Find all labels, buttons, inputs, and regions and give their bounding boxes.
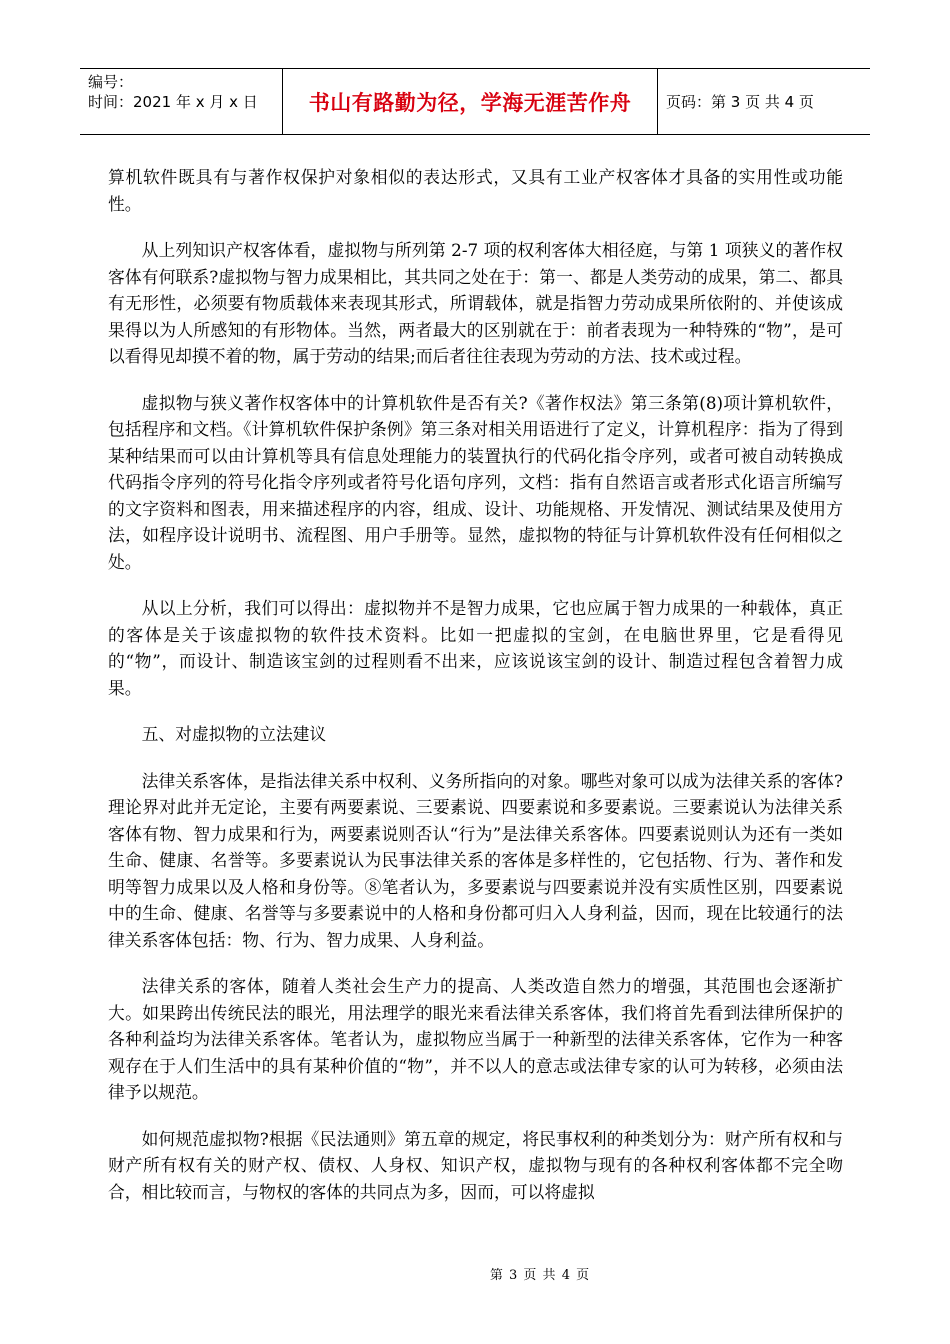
header-motto: 书山有路勤为径，学海无涯苦作舟	[282, 69, 658, 134]
paragraph: 法律关系的客体，随着人类社会生产力的提高、人类改造自然力的增强，其范围也会逐渐扩大。如果跨出传统民法的眼光，用法理学的眼光来看法律关系客体，我们将首先看到法律所保护的各种利益均为法律关系客体。笔者认为，虚拟物应当属于一种新型的法律关系客体，它作为一种客观存在于人们生活中的具有某种价值的“物”，并不以人的意志或法律专家的认可为转移，必须由法律予以规范。	[108, 976, 843, 1102]
page-footer	[0, 1264, 950, 1283]
paragraph: 从上列知识产权客体看，虚拟物与所列第 2-7 项的权利客体大相径庭，与第 1 项狭义的著作权客体有何联系?虚拟物与智力成果相比，其共同之处在于：第一、都是人类劳动的成果，第二、都具有无形性，必须要有物质载体来表现其形式，所谓载体，就是指智力劳动成果所依附的、并使该成果得以为人所感知的有形物体。当然，两者最大的区别就在于：前者表现为一种特殊的“物”，是可以看得见却摸不着的物，属于劳动的结果;而后者往往表现为劳动的方法、技术或过程。	[108, 240, 843, 366]
footer-page-number: 第 3 页 共 4 页	[489, 1268, 591, 1283]
document-body	[108, 164, 843, 1225]
paragraph: 从以上分析，我们可以得出：虚拟物并不是智力成果，它也应属于智力成果的一种载体，真正的客体是关于该虚拟物的软件技术资料。比如一把虚拟的宝剑，在电脑世界里，它是看得见的“物”，而设计、制造该宝剑的过程则看不出来，应该说该宝剑的设计、制造过程包含着智力成果。	[108, 598, 843, 698]
document-header	[80, 68, 870, 135]
header-meta	[80, 69, 282, 134]
paragraph: 如何规范虚拟物?根据《民法通则》第五章的规定，将民事权利的种类划分为：财产所有权和与财产所有权有关的财产权、债权、人身权、知识产权，虚拟物与现有的各种权利客体都不完全吻合，相比较而言，与物权的客体的共同点为多，因而，可以将虚拟	[108, 1128, 843, 1202]
section-heading: 五、对虚拟物的立法建议	[141, 724, 327, 744]
header-number: 编号：	[88, 73, 134, 91]
paragraph-continuation: 算机软件既具有与著作权保护对象相似的表达形式，又具有工业产权客体才具备的实用性或功能性。	[108, 167, 843, 214]
header-page-number: 页码：第 3 页 共 4 页	[666, 93, 814, 111]
paragraph: 法律关系客体，是指法律关系中权利、义务所指向的对象。哪些对象可以成为法律关系的客体?理论界对此并无定论，主要有两要素说、三要素说、四要素说和多要素说。三要素说认为法律关系客体有物、智力成果和行为，两要素说则否认“行为”是法律关系客体。四要素说则认为还有一类如生命、健康、名誉等。多要素说认为民事法律关系的客体是多样性的，它包括物、行为、著作和发明等智力成果以及人格和身份等。⑧笔者认为，多要素说与四要素说并没有实质性区别，四要素说中的生命、健康、名誉等与多要素说中的人格和身份都可归入人身利益，因而，现在比较通行的法律关系客体包括：物、行为、智力成果、人身利益。	[108, 770, 843, 950]
header-date: 时间：2021 年 x 月 x 日	[88, 93, 258, 111]
paragraph: 虚拟物与狭义著作权客体中的计算机软件是否有关?《著作权法》第三条第(8)项计算机软件，包括程序和文档。《计算机软件保护条例》第三条对相关用语进行了定义，计算机程序：指为了得到某种结果而可以由计算机等具有信息处理能力的装置执行的代码化指令序列，或者可被自动转换成代码指令序列的符号化指令序列或者符号化语句序列，文档：指有自然语言或者形式化语言所编写的文字资料和图表，用来描述程序的内容，组成、设计、功能规格、开发情况、测试结果及使用方法，如程序设计说明书、流程图、用户手册等。显然，虚拟物的特征与计算机软件没有任何相似之处。	[108, 392, 843, 572]
